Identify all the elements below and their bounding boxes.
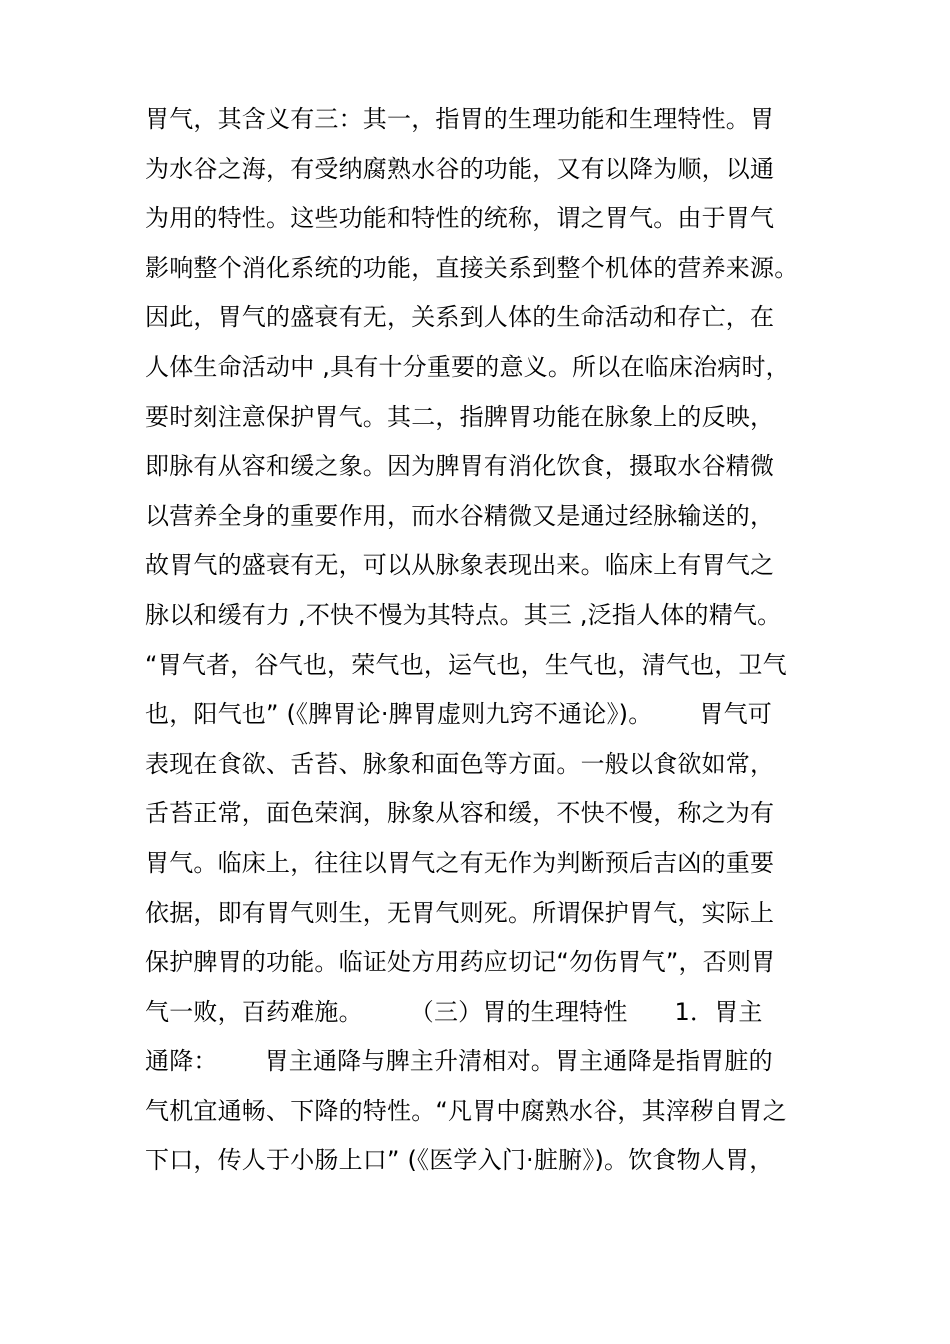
text-line: 脉以和缓有力 ,不快不慢为其特点。其三 ,泛指人体的精气。 bbox=[145, 600, 782, 629]
text-line: 要时刻注意保护胃气。其二，指脾胃功能在脉象上的反映， bbox=[145, 402, 775, 431]
text-line: 表现在食欲、舌苔、脉象和面色等方面。一般以食欲如常， bbox=[145, 749, 775, 778]
text-line: 下口，传人于小肠上口” (《医学入门·脏腑》)。饮食物人胃， bbox=[145, 1146, 774, 1175]
text-line: 胃气。临床上，往往以胃气之有无作为判断预后吉凶的重要 bbox=[145, 848, 775, 877]
text-line: 气机宜通畅、下降的特性。“凡胃中腐熟水谷，其滓秽自胃之 bbox=[145, 1096, 787, 1125]
text-line: 以营养全身的重要作用，而水谷精微又是通过经脉输送的， bbox=[145, 501, 775, 530]
text-line: 气一败，百药难施。 （三）胃的生理特性 1．胃主 bbox=[145, 997, 763, 1026]
text-line: 通降： 胃主通降与脾主升清相对。胃主通降是指胃脏的 bbox=[145, 1047, 773, 1076]
text-line: 也，阳气也” (《脾胃论·脾胃虚则九窍不通论》)。 胃气可 bbox=[145, 700, 772, 729]
text-line: 人体生命活动中 ,具有十分重要的意义。所以在临床治病时， bbox=[145, 352, 790, 381]
text-line: 即脉有从容和缓之象。因为脾胃有消化饮食，摄取水谷精微 bbox=[145, 452, 775, 481]
text-line: 胃气，其含义有三：其一，指胃的生理功能和生理特性。胃 bbox=[145, 105, 775, 133]
text-line: 因此，胃气的盛衰有无，关系到人体的生命活动和存亡，在 bbox=[145, 303, 775, 332]
body-text bbox=[145, 99, 825, 1190]
text-line: “胃气者，谷气也，荣气也，运气也，生气也，清气也，卫气 bbox=[145, 650, 787, 679]
text-line: 故胃气的盛衰有无，可以从脉象表现出来。临床上有胃气之 bbox=[145, 551, 775, 580]
text-line: 为用的特性。这些功能和特性的统称，谓之胃气。由于胃气 bbox=[145, 204, 775, 233]
text-line: 为水谷之海，有受纳腐熟水谷的功能，又有以降为顺，以通 bbox=[145, 154, 775, 183]
text-line: 依据，即有胃气则生，无胃气则死。所谓保护胃气，实际上 bbox=[145, 898, 775, 927]
text-line: 舌苔正常，面色荣润，脉象从容和缓，不快不慢，称之为有 bbox=[145, 799, 775, 828]
text-line: 影响整个消化系统的功能，直接关系到整个机体的营养来源。 bbox=[145, 253, 799, 282]
text-line: 保护脾胃的功能。临证处方用药应切记“勿伤胃气”，否则胃 bbox=[145, 948, 776, 977]
